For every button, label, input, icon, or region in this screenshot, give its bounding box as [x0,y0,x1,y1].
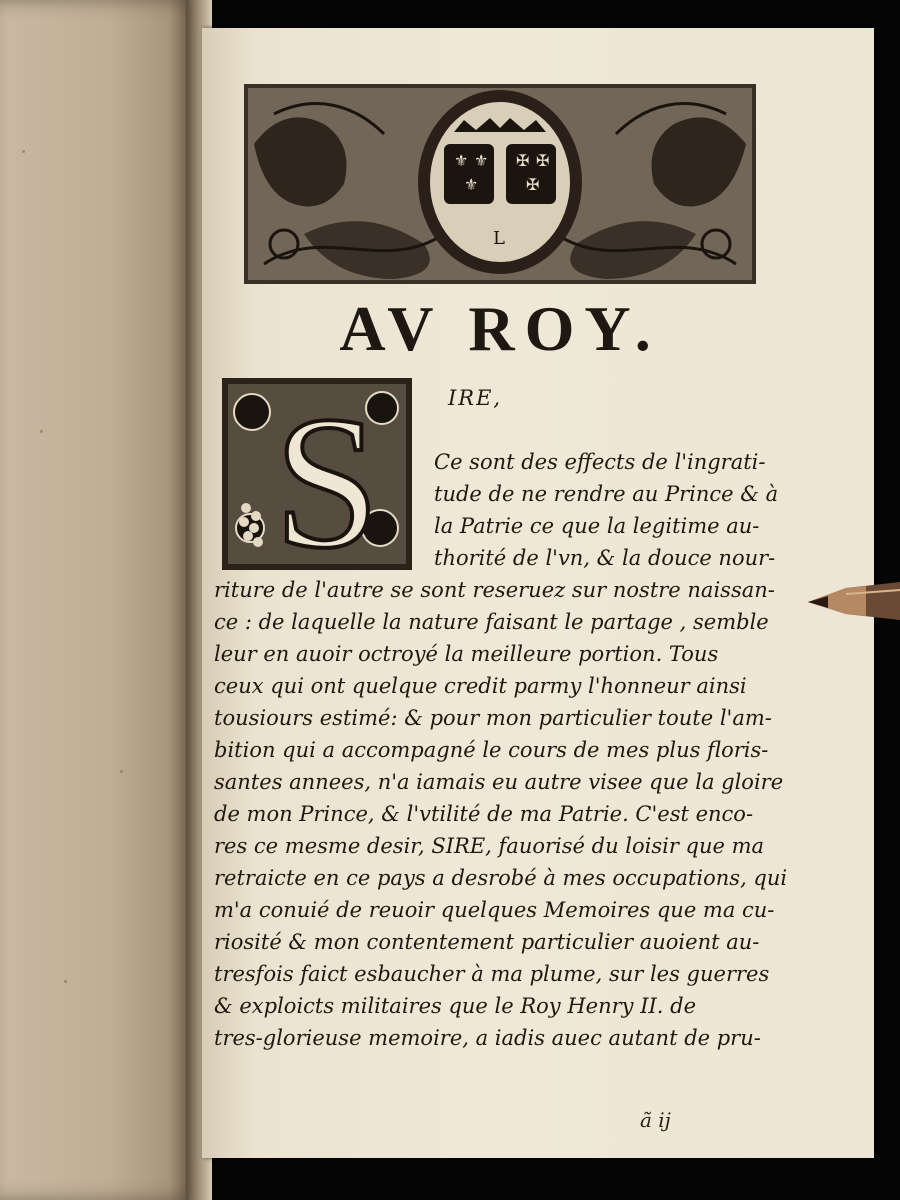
paper-fleck [64,980,67,983]
paper-fleck [22,150,25,153]
paper-fleck [120,770,123,773]
svg-text:✠: ✠ [516,151,530,170]
pointer-tip-icon [806,574,900,626]
text-line: la Patrie ce que la legitime au- [434,514,760,538]
salutation: IRE, [448,386,503,410]
svg-text:⚜: ⚜ [454,151,469,170]
text-line: tude de ne rendre au Prince & à [434,482,779,506]
svg-text:✠: ✠ [536,151,550,170]
text-line: ce : de laquelle la nature faisant le partage , semble [214,610,769,634]
svg-text:L: L [493,228,505,249]
text-line: thorité de l'vn, & la douce nour- [434,546,776,570]
text-line: & exploicts militaires que le Roy Henry II. de [214,994,697,1018]
text-line: bition qui a accompagné le cours de mes plus floris- [214,738,769,762]
text-line: m'a conuié de reuoir quelques Memoires que ma cu- [214,898,775,922]
text-line: tousiours estimé: & pour mon particulier toute l'am- [214,706,772,730]
text-line: Ce sont des effects de l'ingrati- [434,450,766,474]
svg-text:✠: ✠ [526,175,540,194]
text-line: ceux qui ont quelque credit parmy l'honneur ainsi [214,674,747,698]
text-line: de mon Prince, & l'vtilité de ma Patrie. C'est enco- [214,802,754,826]
text-line: tres-glorieuse memoire, a iadis auec autant de pru- [214,1026,761,1050]
text-line: retraicte en ce pays a desrobé à mes occupations, qui [214,866,788,890]
page-title: AV ROY. [339,293,661,364]
svg-text:⚜: ⚜ [464,175,479,194]
left-page [0,0,198,1200]
signature-mark: ã ij [640,1108,671,1132]
svg-text:S: S [274,378,380,570]
text-line: res ce mesme desir, SIRE, fauorisé du loisir que ma [214,834,765,858]
text-line: riture de l'autre se sont reseruez sur nostre naissan- [214,578,775,602]
text-line: leur en auoir octroyé la meilleure portion. Tous [214,642,719,666]
woodcut-headpiece-icon [244,84,756,284]
text-line: riosité & mon contentement particulier auoient au- [214,930,760,954]
text-line: santes annees, n'a iamais eu autre visee que la gloire [214,770,784,794]
paper-fleck [40,430,43,433]
text-line: tresfois faict esbaucher à ma plume, sur les guerres [214,962,770,986]
decorated-initial-s-icon [222,378,412,570]
svg-text:⚜: ⚜ [474,151,489,170]
